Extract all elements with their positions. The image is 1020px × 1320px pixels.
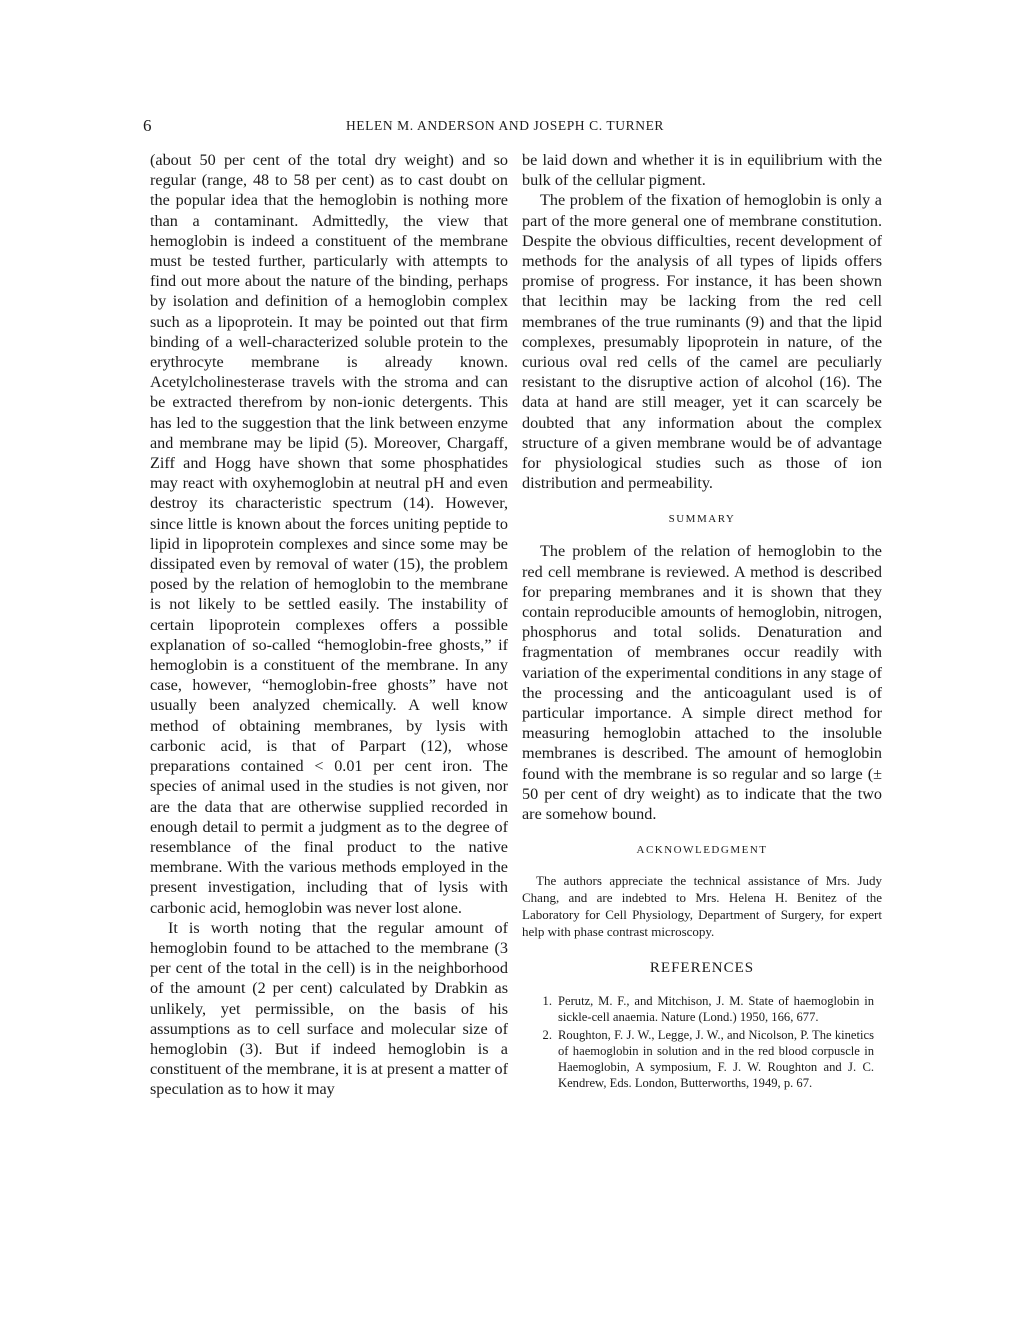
left-column: [150, 150, 508, 1100]
body-paragraph: be laid down and whether it is in equilibrium with the bulk of the cellular pigment.: [522, 151, 882, 190]
references-heading: REFERENCES: [649, 960, 755, 977]
running-head: HELEN M. ANDERSON AND JOSEPH C. TURNER: [345, 118, 665, 133]
reference-number: 1.: [542, 994, 552, 1009]
body-paragraph: It is worth noting that the regular amount of hemoglobin found to be attached to the membrane (3 per cent of the total in the cell) is in the neighborhood of the amount (2 per cent) calculated by Drabkin as unlikely, yet permissible, on the basis of his assumptions as to cell surface and molecular size of hemoglobin (3). But if indeed hemoglobin is a constituent of the membrane, it is at present a matter of speculation as to how it may: [150, 918, 508, 1099]
right-column: [522, 150, 882, 1093]
body-paragraph: (about 50 per cent of the total dry weight) and so regular (range, 48 to 58 per cent) as to cast doubt on the popular idea that the hemoglobin is nothing more than a contaminant. Admittedly, the view that hemoglobin is indeed a constituent of the membrane must be tested further, particularly with attempts to find out more about the nature of the binding, perhaps by isolation and definition of a hemoglobin complex such as a lipoprotein. It may be pointed out that firm binding of a well-characterized soluble protein to the erythrocyte membrane is already known. Acetylcholinesterase travels with the stroma and can be extracted therefrom by non-ionic detergents. This has led to the suggestion that the link between enzyme and membrane may be lipid (5). Moreover, Chargaff, Ziff and Hogg have shown that some phosphatides may react with oxyhemoglobin at neutral pH and even destroy its characteristic spectrum (14). However, since little is known about the forces uniting peptide to lipid in lipoprotein complexes and since some may be dissipated even by removal of water (15), the problem posed by the relation of hemoglobin to the membrane is not likely to be settled easily. The instability of certain lipoprotein complexes offers a possible explanation of so-called “hemoglobin-free ghosts,” if hemoglobin is a constituent of the membrane. In any case, however, “hemoglobin-free ghosts” have not usually been analyzed chemically. A well know method of obtaining membranes, by lysis with carbonic acid, is that of Parpart (12), whose preparations contained < 0.01 per cent iron. The species of animal used in the studies is not given, nor are the data that are otherwise supplied recorded in enough detail to permit a judgment as to the degree of resemblance of the final product to the native membrane. With the various methods employed in the present investigation, including that of lysis with carbonic acid, hemoglobin was never lost alone.: [150, 151, 508, 917]
acknowledgment-heading: ACKNOWLEDGMENT: [636, 844, 768, 857]
reference-item: [522, 993, 882, 1025]
summary-heading: SUMMARY: [668, 513, 736, 526]
reference-text: Roughton, F. J. W., Legge, J. W., and Nicolson, P. The kinetics of haemoglobin in solution and in the red blood corpuscle in Haemoglobin, A symposium, F. J. W. Roughton and J. C. Kendrew, Eds. London, Butterworths, 1949, p. 67.: [558, 1028, 874, 1091]
reference-item: [522, 1027, 882, 1091]
references-list: [522, 993, 882, 1091]
page-number: 6: [143, 116, 152, 135]
summary-text: The problem of the relation of hemoglobin to the red cell membrane is reviewed. A method is described for preparing membranes and it is shown that they contain reproducible amounts of hemoglobin, nitrogen, phosphorus and total solids. Denaturation and fragmentation of membranes occur readily with variation of the experimental conditions in any stage of the processing and the anticoagulant used is of particular importance. A simple direct method for measuring hemoglobin attached to the insoluble membranes is described. The amount of hemoglobin found with the membrane is so regular and so large (± 50 per cent of dry weight) as to indicate that the two are somehow bound.: [522, 542, 882, 824]
reference-text: Perutz, M. F., and Mitchison, J. M. State of haemoglobin in sickle-cell anaemia. Nature (Lond.) 1950, 166, 677.: [558, 994, 874, 1025]
reference-number: 2.: [542, 1028, 552, 1043]
body-paragraph: The problem of the fixation of hemoglobin is only a part of the more general one of membrane constitution. Despite the obvious difficulties, recent development of methods for the analysis of all types of lipids offers promise of progress. For instance, it has been shown that lecithin may be lacking from the red cell membranes of the true ruminants (9) and that the lipid complexes, presumably lipoprotein in nature, of the curious oval red cells of the camel are peculiarly resistant to the disruptive action of alcohol (16). The data at hand are still meager, yet it can scarcely be doubted that any information about the complex structure of a given membrane would be of advantage for physiological studies such as those of ion distribution and permeability.: [522, 191, 882, 493]
acknowledgment-text: The authors appreciate the technical assistance of Mrs. Judy Chang, and are indebted to Mrs. Helena H. Benitez of the Laboratory for Cell Physiology, Department of Surgery, for expert help with phase contrast microscopy.: [522, 873, 882, 940]
